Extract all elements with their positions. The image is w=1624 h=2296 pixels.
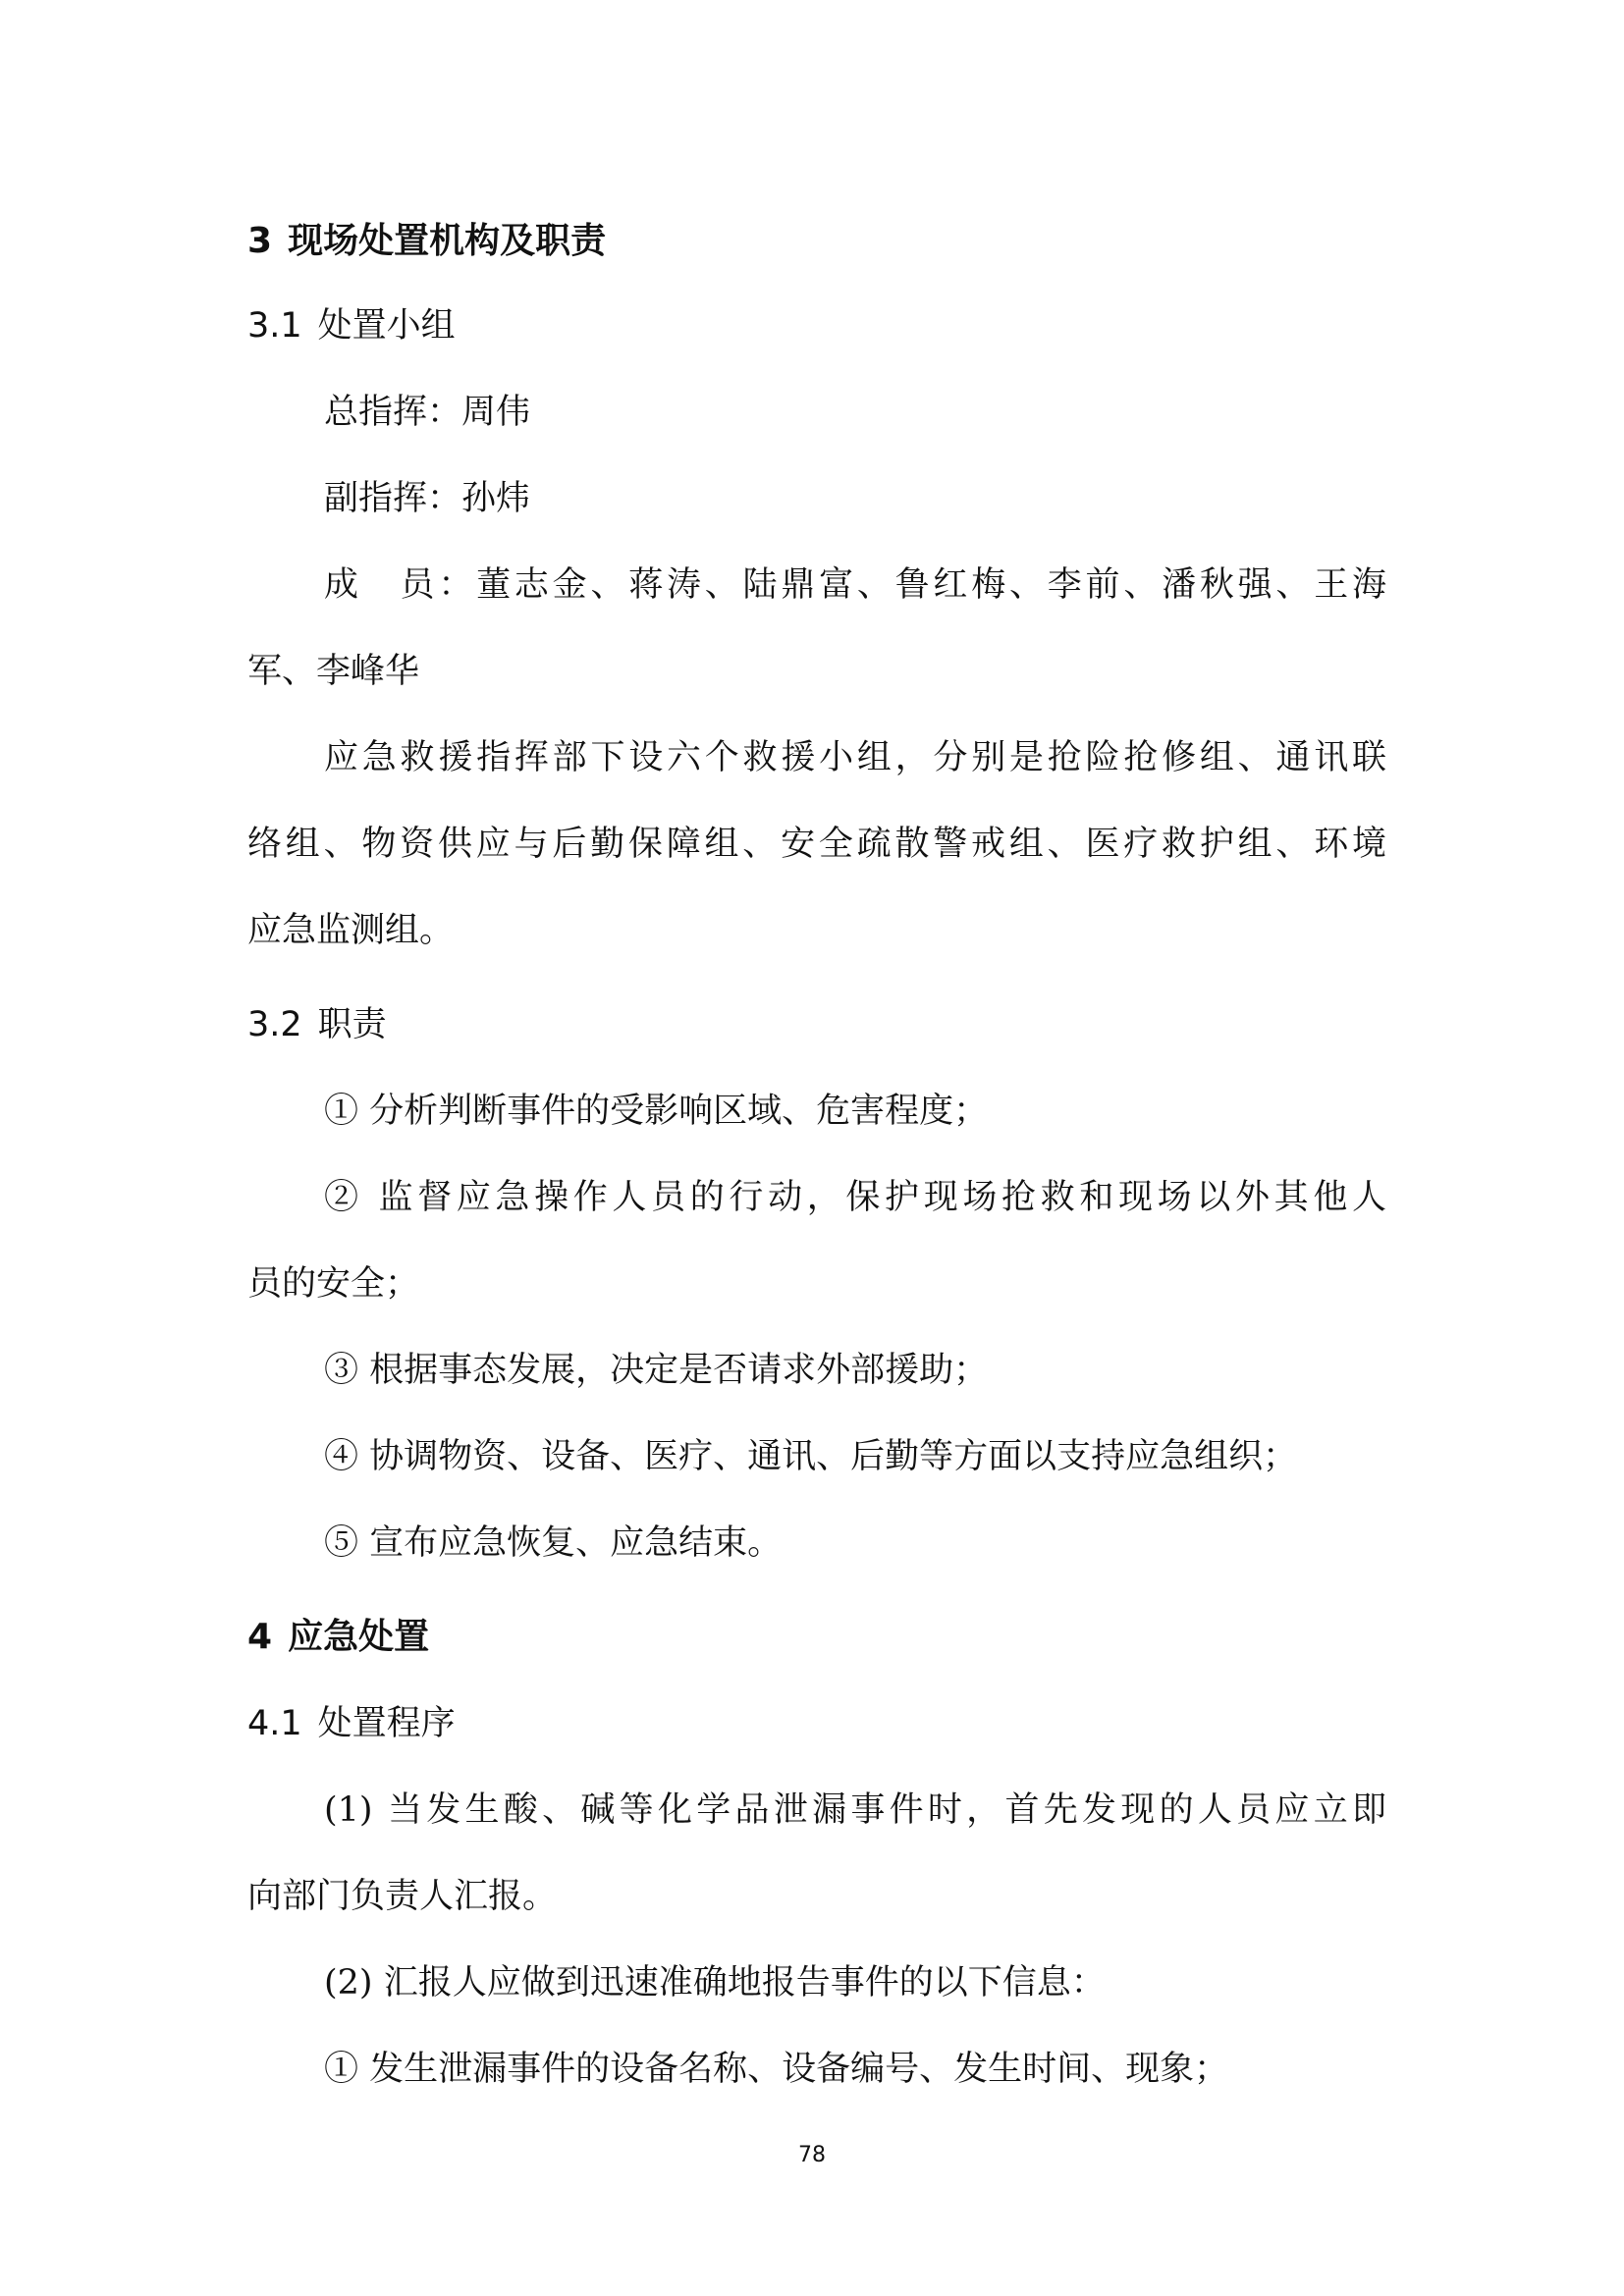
duty-2-line-1: ② 监督应急操作人员的行动，保护现场抢救和现场以外其他人 xyxy=(324,1178,1386,1217)
section-number: 3.1 xyxy=(247,306,302,346)
procedure-2-item-1: ① 发生泄漏事件的设备名称、设备编号、发生时间、现象； xyxy=(324,2050,1229,2089)
procedure-1-line-2: 向部门负责人汇报。 xyxy=(247,1877,558,1916)
section-3-2-heading xyxy=(247,1003,387,1046)
section-title: 应急处置 xyxy=(288,1617,430,1657)
section-title: 处置小组 xyxy=(317,306,456,346)
section-title: 现场处置机构及职责 xyxy=(288,221,607,261)
section-4-heading xyxy=(247,1616,429,1659)
duty-1: ① 分析判断事件的受影响区域、危害程度； xyxy=(324,1092,989,1131)
section-3-1-heading xyxy=(247,304,456,347)
duty-5: ⑤ 宣布应急恢复、应急结束。 xyxy=(324,1523,783,1563)
procedure-2: (2) 汇报人应做到迅速准确地报告事件的以下信息： xyxy=(324,1963,1106,2002)
section-number: 3 xyxy=(247,221,273,261)
commander-line: 总指挥：周伟 xyxy=(324,393,531,432)
duty-4: ④ 协调物资、设备、医疗、通讯、后勤等方面以支持应急组织； xyxy=(324,1437,1298,1476)
procedure-1-line-1: (1) 当发生酸、碱等化学品泄漏事件时，首先发现的人员应立即 xyxy=(324,1790,1386,1830)
section-number: 4.1 xyxy=(247,1704,302,1743)
groups-line-1: 应急救援指挥部下设六个救援小组，分别是抢险抢修组、通讯联 xyxy=(324,738,1386,777)
groups-line-3: 应急监测组。 xyxy=(247,911,455,950)
section-title: 处置程序 xyxy=(317,1704,456,1743)
section-number: 4 xyxy=(247,1617,273,1657)
members-line-2: 军、李峰华 xyxy=(247,652,420,691)
members-line-1: 成 员：董志金、蒋涛、陆鼎富、鲁红梅、李前、潘秋强、王海 xyxy=(324,565,1386,605)
deputy-commander-line: 副指挥：孙炜 xyxy=(324,479,531,518)
page-number: 78 xyxy=(798,2143,826,2167)
section-title: 职责 xyxy=(317,1005,387,1044)
duty-2-line-2: 员的安全； xyxy=(247,1264,420,1304)
section-3-heading xyxy=(247,220,606,263)
section-number: 3.2 xyxy=(247,1005,302,1044)
groups-line-2: 络组、物资供应与后勤保障组、安全疏散警戒组、医疗救护组、环境 xyxy=(247,825,1386,864)
section-4-1-heading xyxy=(247,1702,456,1745)
duty-3: ③ 根据事态发展，决定是否请求外部援助； xyxy=(324,1351,989,1390)
